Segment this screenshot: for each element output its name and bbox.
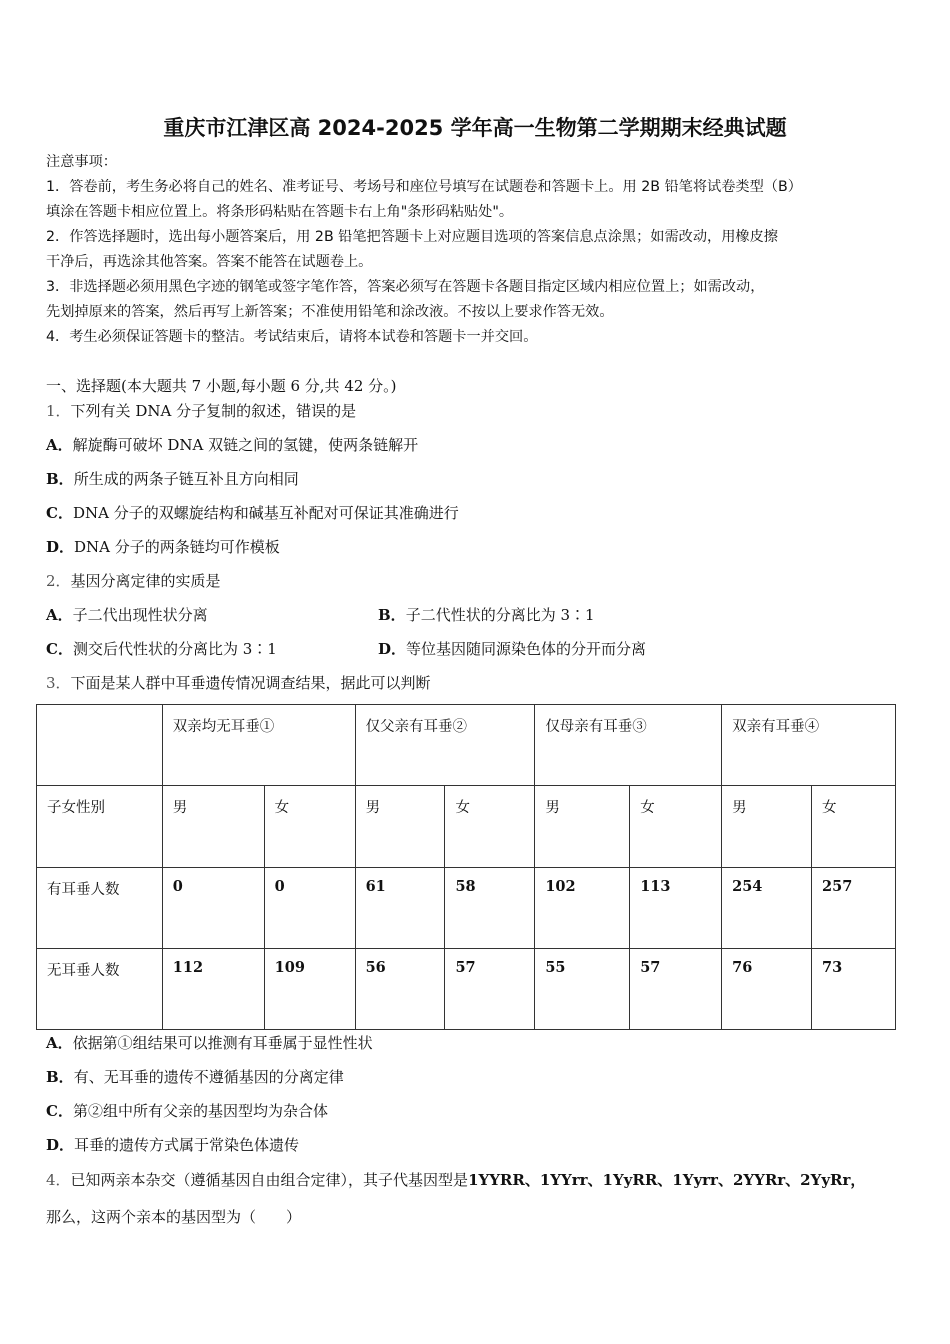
- option-label: D．: [378, 640, 407, 658]
- option-label: B．: [378, 606, 406, 624]
- count-cell: 57: [445, 948, 535, 1029]
- group-header: 仅父亲有耳垂②: [355, 705, 535, 786]
- count-cell: 73: [812, 948, 896, 1029]
- option-label: A．: [46, 606, 73, 624]
- notice-heading: 注意事项：: [46, 154, 117, 170]
- table-row-sex: [37, 786, 896, 867]
- count-cell: 0: [264, 867, 355, 948]
- count-cell: 55: [535, 948, 630, 1029]
- count-cell: 58: [445, 867, 535, 948]
- count-cell: 257: [812, 867, 896, 948]
- question-number: 1．: [46, 402, 71, 420]
- question-3-option-c[interactable]: [46, 1101, 328, 1121]
- question-3-option-d[interactable]: [46, 1135, 299, 1155]
- option-label: B．: [46, 1068, 74, 1086]
- earlobe-survey-table: [36, 704, 896, 1030]
- sex-cell: 男: [535, 786, 630, 867]
- question-2-stem: [46, 571, 221, 591]
- table-row-groups: [37, 705, 896, 786]
- question-1-option-d[interactable]: [46, 537, 280, 557]
- notice-line: 1．答卷前，考生务必将自己的姓名、准考证号、考场号和座位号填写在试题卷和答题卡上。用 2B 铅笔将试卷类型（B）: [46, 179, 802, 195]
- count-cell: 61: [355, 867, 445, 948]
- notice-section: [46, 150, 906, 350]
- question-1-option-a[interactable]: [46, 435, 418, 455]
- question-2-option-c[interactable]: [46, 639, 277, 659]
- sex-cell: 女: [264, 786, 355, 867]
- question-number: 4．: [46, 1171, 71, 1189]
- count-cell: 0: [162, 867, 264, 948]
- option-label: A．: [46, 436, 73, 454]
- notice-line: 填涂在答题卡相应位置上。将条形码粘贴在答题卡右上角"条形码粘贴处"。: [46, 204, 514, 220]
- genotype-list: 1YYRR、1YYrr、1YyRR、1Yyrr、2YYRr、2YyRr，: [468, 1171, 866, 1189]
- notice-line: 先划掉原来的答案，然后再写上新答案；不准使用铅笔和涂改液。不按以上要求作答无效。: [46, 304, 614, 320]
- question-3-option-a[interactable]: [46, 1033, 373, 1053]
- group-header: 仅母亲有耳垂③: [535, 705, 722, 786]
- option-text: 子二代性状的分离比为 3∶1: [405, 606, 595, 624]
- sex-cell: 女: [630, 786, 722, 867]
- question-4-stem-continued: 那么，这两个亲本的基因型为（ ）: [46, 1208, 302, 1226]
- option-label: B．: [46, 470, 74, 488]
- option-text: 等位基因随同源染色体的分开而分离: [406, 640, 647, 658]
- sex-cell: 男: [722, 786, 812, 867]
- count-cell: 76: [722, 948, 812, 1029]
- count-cell: 102: [535, 867, 630, 948]
- count-cell: 254: [722, 867, 812, 948]
- sex-cell: 男: [162, 786, 264, 867]
- sex-cell: 男: [355, 786, 445, 867]
- count-cell: 112: [162, 948, 264, 1029]
- question-3-option-b[interactable]: [46, 1067, 344, 1087]
- row-label: 子女性别: [37, 786, 163, 867]
- option-label: C．: [46, 640, 73, 658]
- row-label: 有耳垂人数: [37, 867, 163, 948]
- table-row: [37, 867, 896, 948]
- option-text: DNA 分子的双螺旋结构和碱基互补配对可保证其准确进行: [72, 504, 459, 522]
- question-3-stem: [46, 673, 431, 693]
- question-2-option-a[interactable]: [46, 605, 208, 625]
- sex-cell: 女: [812, 786, 896, 867]
- group-header: 双亲有耳垂④: [722, 705, 896, 786]
- table-row: [37, 948, 896, 1029]
- count-cell: 56: [355, 948, 445, 1029]
- option-text: 测交后代性状的分离比为 3∶1: [72, 640, 277, 658]
- question-number: 3．: [46, 674, 71, 692]
- count-cell: 113: [630, 867, 722, 948]
- question-1-option-b[interactable]: [46, 469, 299, 489]
- question-2-option-b[interactable]: [378, 605, 595, 625]
- question-text: 下列有关 DNA 分子复制的叙述，错误的是: [70, 402, 357, 420]
- group-header: 双亲均无耳垂①: [162, 705, 355, 786]
- question-number: 2．: [46, 572, 71, 590]
- option-text: 子二代出现性状分离: [72, 606, 208, 624]
- section-heading: 一、选择题(本大题共 7 小题,每小题 6 分,共 42 分。): [46, 377, 397, 395]
- option-label: D．: [46, 538, 75, 556]
- option-text: 所生成的两条子链互补且方向相同: [73, 470, 299, 488]
- option-text: 解旋酶可破坏 DNA 双链之间的氢键，使两条链解开: [72, 436, 419, 454]
- option-text: 耳垂的遗传方式属于常染色体遗传: [74, 1136, 300, 1154]
- option-text: DNA 分子的两条链均可作模板: [74, 538, 280, 556]
- count-cell: 109: [264, 948, 355, 1029]
- option-label: C．: [46, 504, 73, 522]
- question-text: 下面是某人群中耳垂遗传情况调查结果，据此可以判断: [70, 674, 431, 692]
- option-text: 有、无耳垂的遗传不遵循基因的分离定律: [73, 1068, 344, 1086]
- option-label: A．: [46, 1034, 73, 1052]
- count-cell: 57: [630, 948, 722, 1029]
- option-label: D．: [46, 1136, 75, 1154]
- question-1-stem: [46, 401, 356, 421]
- option-text: 第②组中所有父亲的基因型均为杂合体: [72, 1102, 328, 1120]
- sex-cell: 女: [445, 786, 535, 867]
- table-corner-cell: [37, 705, 163, 786]
- notice-line: 干净后，再选涂其他答案。答案不能答在试题卷上。: [46, 254, 373, 270]
- question-text: 基因分离定律的实质是: [70, 572, 221, 590]
- notice-line: 4．考生必须保证答题卡的整洁。考试结束后，请将本试卷和答题卡一并交回。: [46, 329, 538, 345]
- question-1-option-c[interactable]: [46, 503, 459, 523]
- question-2-option-d[interactable]: [378, 639, 646, 659]
- notice-line: 3．非选择题必须用黑色字迹的钢笔或签字笔作答，答案必须写在答题卡各题目指定区域内相应位置上；如需改动，: [46, 279, 765, 295]
- option-text: 依据第①组结果可以推测有耳垂属于显性性状: [72, 1034, 373, 1052]
- notice-line: 2．作答选择题时，选出每小题答案后，用 2B 铅笔把答题卡上对应题目选项的答案信息点涂黑；如需改动，用橡皮擦: [46, 229, 778, 245]
- page-title: 重庆市江津区高 2024-2025 学年高一生物第二学期期末经典试题: [163, 116, 787, 140]
- question-text: 已知两亲本杂交（遵循基因自由组合定律），其子代基因型是: [70, 1171, 469, 1189]
- option-label: C．: [46, 1102, 73, 1120]
- question-4-stem: [46, 1170, 865, 1190]
- row-label: 无耳垂人数: [37, 948, 163, 1029]
